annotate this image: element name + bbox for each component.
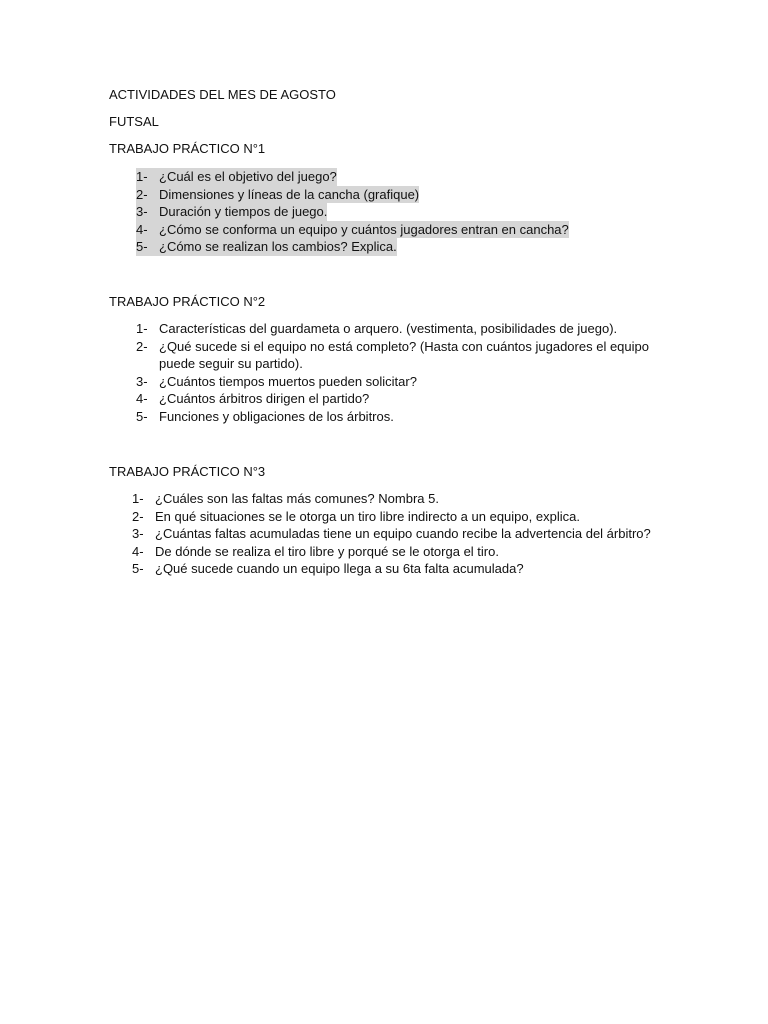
list-item — [132, 490, 651, 508]
list-item-number: 3- — [132, 526, 144, 542]
list-item — [136, 238, 569, 256]
list-item-number: 5- — [136, 408, 148, 424]
list-item — [136, 390, 659, 408]
list-item — [136, 186, 569, 204]
section-1-title: TRABAJO PRÁCTICO N°1 — [109, 141, 266, 156]
list-item-text: ¿Qué sucede cuando un equipo llega a su 6ta falta acumulada? — [155, 561, 524, 577]
list-item-text: De dónde se realiza el tiro libre y porqué se le otorga el tiro. — [155, 543, 499, 559]
document-heading: ACTIVIDADES DEL MES DE AGOSTO — [109, 87, 336, 102]
list-item — [136, 408, 659, 426]
list-item-text: ¿Cómo se conforma un equipo y cuántos jugadores entran en cancha? — [159, 221, 569, 237]
list-item-number: 1- — [136, 321, 148, 336]
list-item-number: 2- — [136, 338, 148, 354]
list-item-text: Características del guardameta o arquero. (vestimenta, posibilidades de juego). — [159, 321, 618, 336]
section-1-list — [136, 168, 569, 256]
list-item-text: En qué situaciones se le otorga un tiro libre indirecto a un equipo, explica. — [155, 508, 580, 524]
section-2-title: TRABAJO PRÁCTICO N°2 — [109, 294, 266, 309]
list-item-text: ¿Cuántos tiempos muertos pueden solicitar? — [159, 373, 417, 389]
list-item-text: ¿Qué sucede si el equipo no está completo? (Hasta con cuántos jugadores el equipo puede seguir su partido). — [159, 338, 649, 372]
list-item — [136, 221, 569, 239]
section-2-list — [136, 320, 659, 426]
list-item — [132, 525, 651, 543]
list-item-number: 1- — [132, 491, 144, 506]
list-item-number: 5- — [132, 561, 144, 577]
list-item-text: ¿Cuáles son las faltas más comunes? Nombra 5. — [155, 491, 439, 506]
list-item — [136, 203, 569, 221]
list-item-number: 4- — [136, 391, 148, 407]
document-subject: FUTSAL — [109, 114, 159, 129]
list-item-text: Duración y tiempos de juego. — [159, 204, 328, 220]
list-item-number: 4- — [132, 543, 144, 559]
list-item-number: 3- — [136, 203, 159, 221]
list-item-text: ¿Cuántos árbitros dirigen el partido? — [159, 391, 370, 407]
list-item-text: ¿Cuál es el objetivo del juego? — [159, 169, 337, 184]
list-item-text: ¿Cómo se realizan los cambios? Explica. — [159, 239, 397, 255]
list-item — [136, 373, 659, 391]
list-item — [132, 560, 651, 578]
section-3-title: TRABAJO PRÁCTICO N°3 — [109, 464, 266, 479]
list-item — [136, 320, 659, 338]
list-item-number: 3- — [136, 373, 148, 389]
list-item-number: 2- — [136, 186, 159, 204]
list-item — [132, 508, 651, 526]
list-item-number: 4- — [136, 221, 159, 239]
list-item-text: Funciones y obligaciones de los árbitros. — [159, 408, 394, 424]
list-item — [132, 543, 651, 561]
list-item — [136, 168, 569, 186]
list-item-number: 2- — [132, 508, 144, 524]
section-3-list — [132, 490, 651, 578]
list-item-number: 5- — [136, 238, 159, 256]
list-item-text: ¿Cuántas faltas acumuladas tiene un equipo cuando recibe la advertencia del árbitro? — [155, 526, 651, 542]
list-item-text: Dimensiones y líneas de la cancha (grafique) — [159, 186, 420, 202]
list-item — [136, 338, 659, 373]
list-item-number: 1- — [136, 168, 159, 186]
